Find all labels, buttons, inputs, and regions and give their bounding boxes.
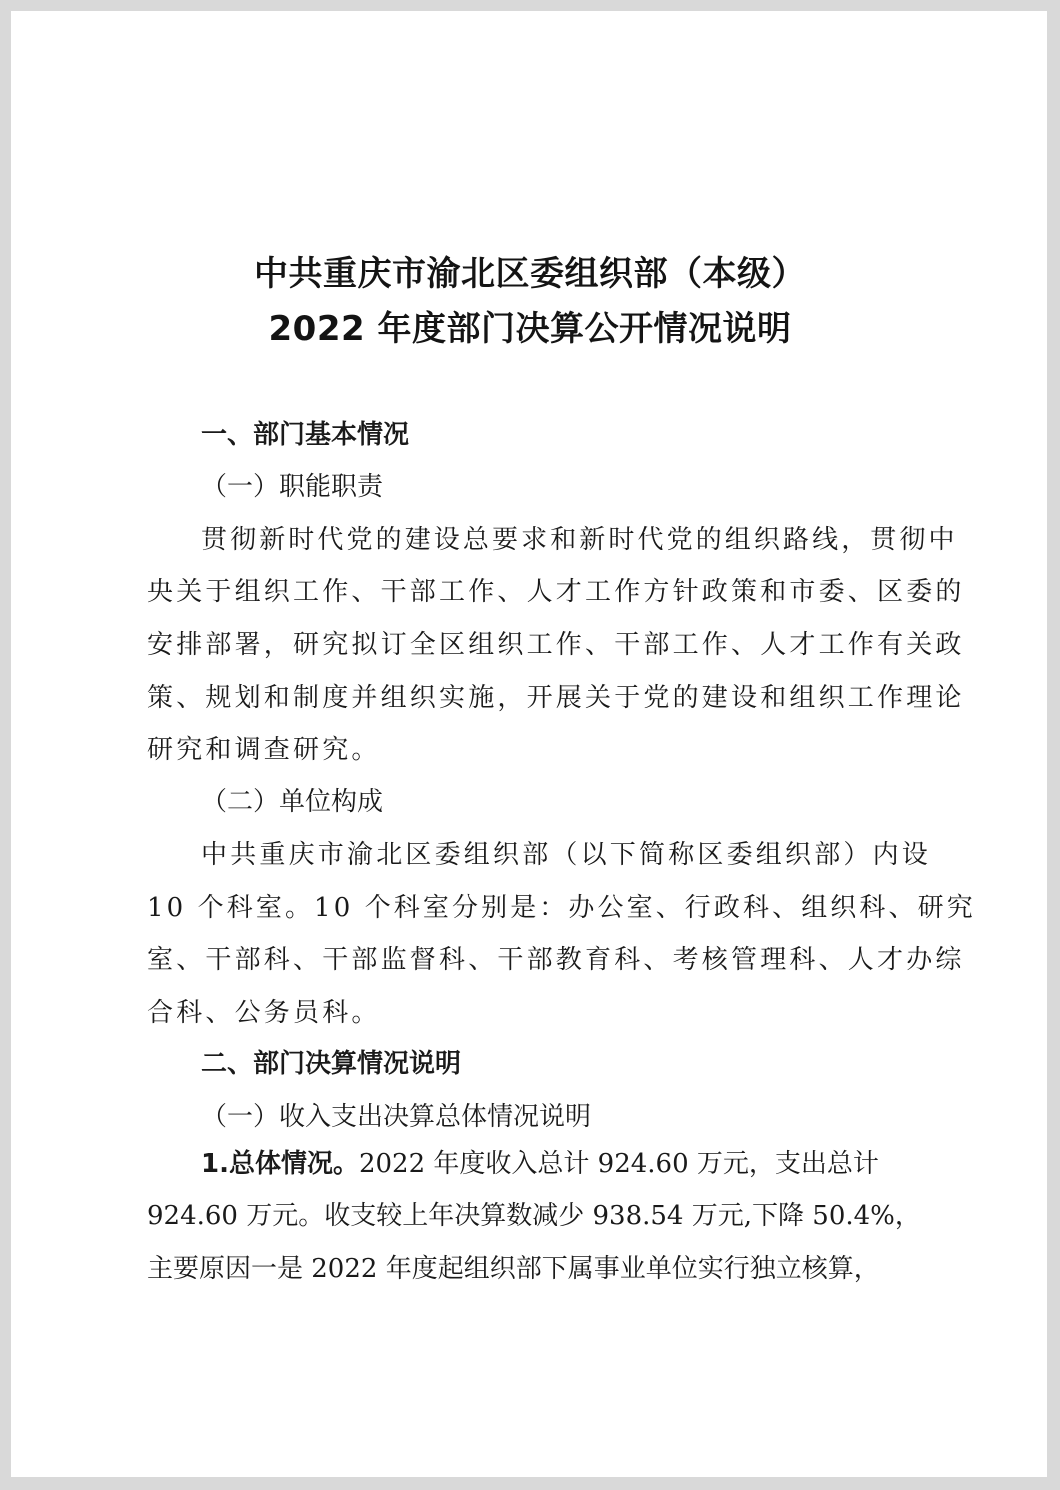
paragraph-lead: 1.总体情况。	[201, 1149, 359, 1179]
paragraph-line: 924.60 万元。收支较上年决算数减少 938.54 万元,下降 50.4%，	[147, 1201, 921, 1231]
section-1-sub-1-heading: （一）职能职责	[201, 472, 384, 502]
paragraph-line: 研究和调查研究。	[147, 735, 381, 765]
paragraph-line: 贯彻新时代党的建设总要求和新时代党的组织路线，贯彻中	[201, 525, 958, 555]
section-1-heading: 一、部门基本情况	[201, 420, 410, 450]
section-2-heading: 二、部门决算情况说明	[201, 1049, 462, 1079]
paragraph-line: 安排部署，研究拟订全区组织工作、干部工作、人才工作有关政	[147, 630, 965, 660]
document-title-line-1: 中共重庆市渝北区委组织部（本级）	[254, 254, 806, 294]
paragraph-line	[201, 1146, 917, 1182]
paragraph-line: 室、干部科、干部监督科、干部教育科、考核管理科、人才办综	[147, 945, 965, 975]
document-title-line-2: 2022 年度部门决算公开情况说明	[268, 309, 792, 349]
section-1-sub-2-heading: （二）单位构成	[201, 787, 384, 817]
paragraph-line: 10 个科室。10 个科室分别是：办公室、行政科、组织科、研究	[147, 893, 976, 923]
paragraph-text: 2022 年度收入总计 924.60 万元，支出总计	[358, 1149, 879, 1179]
paragraph-line: 策、规划和制度并组织实施，开展关于党的建设和组织工作理论	[147, 683, 965, 713]
section-2-sub-1-heading: （一）收入支出决算总体情况说明	[201, 1102, 592, 1132]
paragraph-line: 主要原因一是 2022 年度起组织部下属事业单位实行独立核算，	[147, 1254, 880, 1284]
paragraph-line: 中共重庆市渝北区委组织部（以下简称区委组织部）内设	[201, 840, 932, 870]
paragraph-line: 央关于组织工作、干部工作、人才工作方针政策和市委、区委的	[147, 577, 965, 607]
paragraph-line: 合科、公务员科。	[147, 998, 381, 1028]
